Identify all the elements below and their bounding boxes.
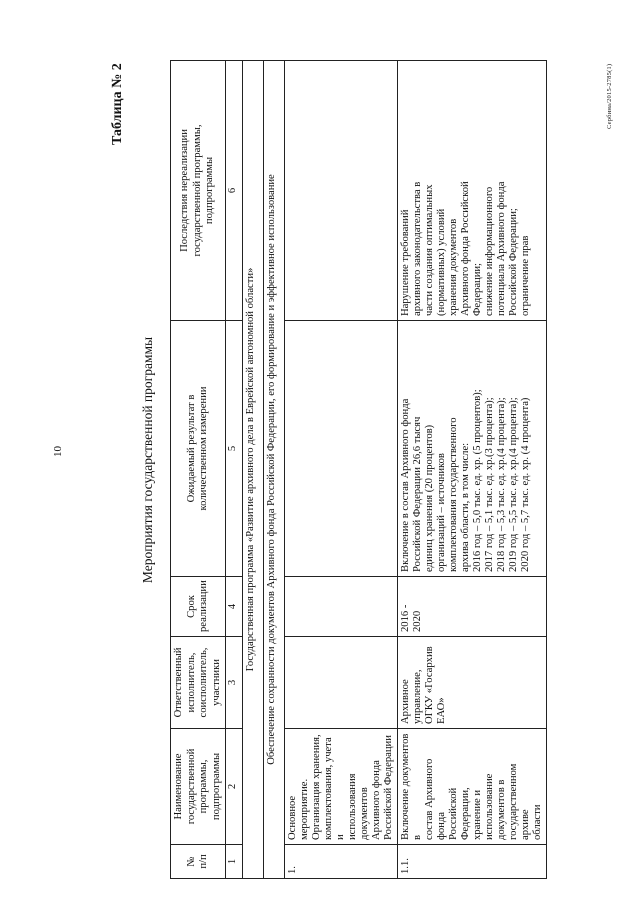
program-row — [243, 61, 264, 879]
header-cell-consequence: Последствия нереализации государственной программы, подпрограммы — [171, 61, 226, 321]
column-number: 2 — [226, 729, 243, 845]
measure-consequence: Нарушение требований архивного законодательства в части создания оптимальных (нормативных) условий хранения документов Архивного фонда Российской Федерации; снижение информационного потенциала Архивного фонда Российской Федерации; ограничение прав — [398, 61, 547, 321]
measures-table — [170, 60, 547, 879]
table-row — [398, 61, 547, 879]
measure-name: Включение документов в состав Архивного фонда Российской Федерации, хранение и использование документов в государственном архиве области — [398, 729, 547, 845]
header-cell-term: Срок реализации — [171, 577, 226, 637]
measure-result — [285, 321, 398, 577]
goal-text: Обеспечение сохранности документов Архивного фонда Российской Федерации, его формирование и эффективное использование — [264, 61, 285, 879]
program-title: Государственная программа «Развитие архивного дела в Еврейской автономной области» — [243, 61, 264, 879]
measure-term — [285, 577, 398, 637]
header-cell-name: Наименование государственной программы, подпрограммы — [171, 729, 226, 845]
column-number: 4 — [226, 577, 243, 637]
measure-executor — [285, 637, 398, 729]
measure-term: 2016 - 2020 — [398, 577, 547, 637]
goal-row — [264, 61, 285, 879]
column-number-row — [226, 61, 243, 879]
column-number: 3 — [226, 637, 243, 729]
document-title: Мероприятия государственной программы — [140, 336, 155, 584]
header-cell-executor: Ответственный исполнитель, соисполнитель, участники — [171, 637, 226, 729]
column-number: 1 — [226, 845, 243, 879]
row-number: 1.1. — [398, 845, 547, 879]
column-number: 5 — [226, 321, 243, 577]
measure-result: Включение в состав Архивного фонда Российской Федерации 26,6 тысяч единиц хранения (20 процентов) организаций – источников комплектования государственного архива области, в том числе: 2016 год – 5,0 тыс. ед. хр. (5 процентов); 2017 год – 5,1 тыс. ед. хр.(3 процента); 2018 год – 5,3 тыс. ед. хр.(4 процента); 2019 год – 5,5 тыс. ед. хр.(4 процента); 2020 год – 5,7 тыс. ед. хр. (4 процента) — [398, 321, 547, 577]
column-number: 6 — [226, 61, 243, 321]
measure-consequence — [285, 61, 398, 321]
measure-executor: Архивное управление, ОГКУ «Госархив ЕАО» — [398, 637, 547, 729]
header-cell-number: № п/п — [171, 845, 226, 879]
row-number: 1. — [285, 845, 398, 879]
header-cell-result: Ожидаемый результат в количественном измерении — [171, 321, 226, 577]
measure-name: Основное мероприятие. Организация хранения, комплектования, учета и использования документов Архивного фонда Российской Федерации — [285, 729, 398, 845]
document-stamp: Сербина/2015-2785(1) — [606, 63, 613, 129]
header-row — [171, 61, 226, 879]
table-number: Таблица № 2 — [110, 63, 125, 145]
table-row — [285, 61, 398, 879]
page-number: 10 — [52, 446, 64, 457]
